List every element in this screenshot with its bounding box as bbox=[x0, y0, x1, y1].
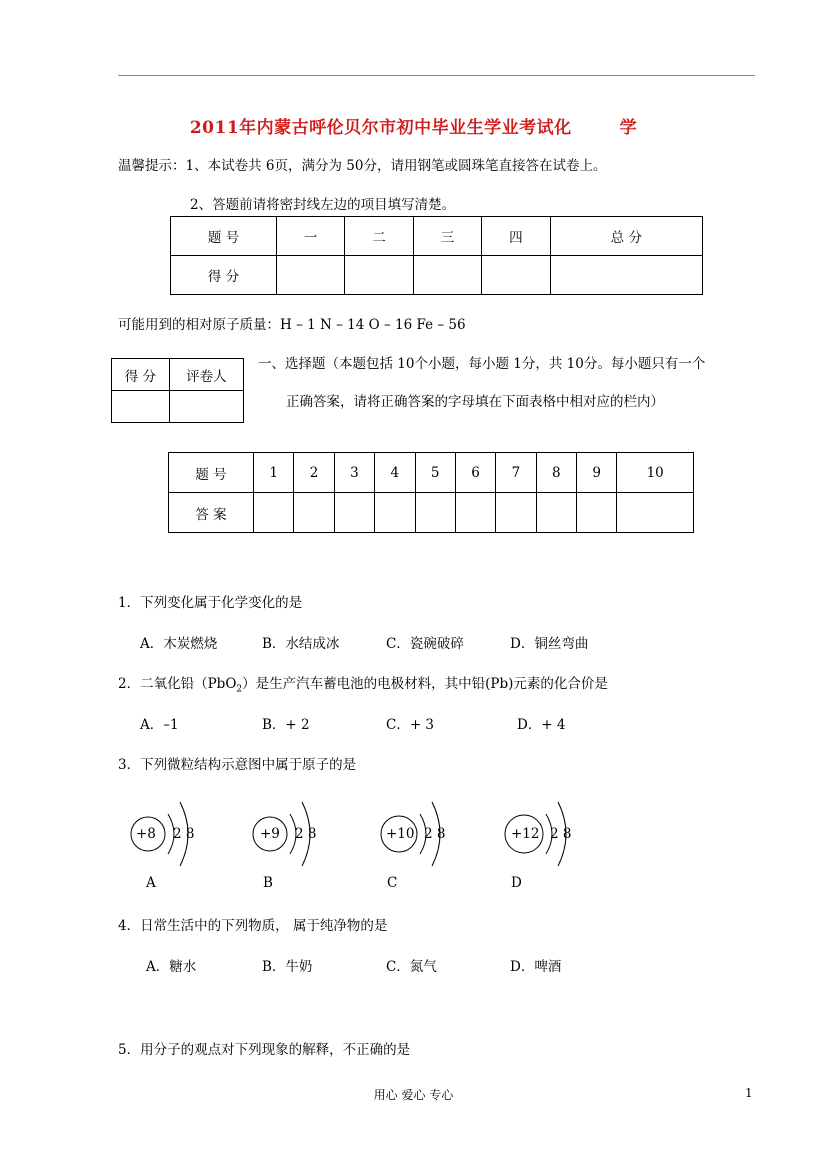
answer-number: 1 bbox=[254, 453, 294, 493]
atom-c-label[interactable]: C bbox=[387, 875, 398, 891]
atom-b-label[interactable]: B bbox=[263, 875, 273, 891]
section-1-instruction-line-2: 正确答案，请将正确答案的字母填在下面表格中相对应的栏内） bbox=[286, 394, 664, 410]
grader-name-cell[interactable] bbox=[169, 391, 243, 423]
page-footer: 用心 爱心 专心 bbox=[373, 1088, 454, 1102]
question-5: 5．用分子的观点对下列现象的解释，不正确的是 bbox=[118, 1042, 411, 1058]
answer-cell[interactable] bbox=[536, 493, 576, 533]
atom-b-nucleus: +9 bbox=[260, 826, 280, 842]
score-header-2: 二 bbox=[345, 217, 413, 256]
atom-b-electrons: 2 8 bbox=[295, 826, 317, 842]
answer-cell[interactable] bbox=[415, 493, 455, 533]
question-1: 1．下列变化属于化学变化的是 bbox=[118, 595, 303, 611]
answer-cell[interactable] bbox=[496, 493, 536, 533]
score-cell[interactable] bbox=[482, 256, 550, 295]
answer-cell[interactable] bbox=[334, 493, 374, 533]
grader-score-cell[interactable] bbox=[112, 391, 170, 423]
page-title bbox=[0, 113, 827, 138]
answer-cell[interactable] bbox=[294, 493, 334, 533]
page-number: 1 bbox=[745, 1086, 753, 1100]
q4-option-a[interactable]: A．糖水 bbox=[146, 959, 197, 975]
answer-number: 6 bbox=[455, 453, 495, 493]
grader-score-label: 得 分 bbox=[112, 359, 170, 391]
atom-a-nucleus: +8 bbox=[136, 826, 156, 842]
header-rule bbox=[118, 75, 755, 76]
score-table-score-row bbox=[171, 256, 703, 295]
score-label-question: 题 号 bbox=[171, 217, 277, 256]
grader-entry-row bbox=[112, 391, 244, 423]
q4-option-d[interactable]: D．啤酒 bbox=[510, 959, 562, 975]
score-table bbox=[170, 216, 703, 295]
question-4: 4．日常生活中的下列物质， 属于纯净物的是 bbox=[118, 918, 388, 934]
answer-label-answer: 答 案 bbox=[169, 493, 254, 533]
title-end: 学 bbox=[619, 118, 638, 138]
q1-option-b[interactable]: B．水结成冰 bbox=[262, 636, 340, 652]
answer-cell[interactable] bbox=[375, 493, 415, 533]
q2-option-a[interactable]: A．–1 bbox=[140, 717, 179, 733]
answer-number: 8 bbox=[536, 453, 576, 493]
answer-table-number-row bbox=[169, 453, 694, 493]
answer-number: 2 bbox=[294, 453, 334, 493]
answer-cell[interactable] bbox=[254, 493, 294, 533]
q2-text-end: ）是生产汽车蓄电池的电极材料，其中铅(Pb)元素的化合价是 bbox=[242, 676, 608, 692]
score-cell[interactable] bbox=[277, 256, 345, 295]
score-cell[interactable] bbox=[550, 256, 702, 295]
atom-d-label[interactable]: D bbox=[511, 875, 522, 891]
answer-number: 5 bbox=[415, 453, 455, 493]
score-header-1: 一 bbox=[277, 217, 345, 256]
q2-option-c[interactable]: C．+ 3 bbox=[386, 717, 435, 733]
answer-label-question: 题 号 bbox=[169, 453, 254, 493]
answer-cell[interactable] bbox=[617, 493, 694, 533]
grader-table bbox=[111, 358, 244, 423]
note-line-2: 2、答题前请将密封线左边的项目填写清楚。 bbox=[190, 197, 456, 213]
q1-option-d[interactable]: D．铜丝弯曲 bbox=[510, 636, 589, 652]
answer-number: 10 bbox=[617, 453, 694, 493]
score-label-score: 得 分 bbox=[171, 256, 277, 295]
score-table-header-row bbox=[171, 217, 703, 256]
answer-number: 9 bbox=[577, 453, 617, 493]
score-header-3: 三 bbox=[413, 217, 481, 256]
grader-header-row bbox=[112, 359, 244, 391]
atomic-mass-note: 可能用到的相对原子质量：H – 1 N – 14 O – 16 Fe – 56 bbox=[118, 317, 466, 333]
q2-option-b[interactable]: B．+ 2 bbox=[262, 717, 310, 733]
q4-option-c[interactable]: C．氮气 bbox=[386, 959, 437, 975]
atom-c-electrons: 2 8 bbox=[424, 826, 446, 842]
answer-cell[interactable] bbox=[577, 493, 617, 533]
atom-a-label[interactable]: A bbox=[146, 875, 156, 891]
q1-option-a[interactable]: A．木炭燃烧 bbox=[140, 636, 218, 652]
score-header-4: 四 bbox=[482, 217, 550, 256]
note-line-1: 温馨提示：1、本试卷共 6页，满分为 50分，请用钢笔或圆珠笔直接答在试卷上。 bbox=[118, 158, 607, 174]
atom-d-nucleus: +12 bbox=[511, 826, 540, 842]
answer-table-answer-row bbox=[169, 493, 694, 533]
atom-a-electrons: 2 8 bbox=[173, 826, 195, 842]
answer-table bbox=[168, 452, 694, 533]
atom-c-nucleus: +10 bbox=[386, 826, 415, 842]
answer-cell[interactable] bbox=[455, 493, 495, 533]
answer-number: 3 bbox=[334, 453, 374, 493]
section-1-instruction-line-1: 一、选择题（本题包括 10个小题，每小题 1分，共 10分。每小题只有一个 bbox=[258, 356, 706, 372]
q2-option-d[interactable]: D．+ 4 bbox=[517, 717, 566, 733]
question-2 bbox=[118, 672, 608, 695]
score-cell[interactable] bbox=[345, 256, 413, 295]
q1-option-c[interactable]: C．瓷碗破碎 bbox=[386, 636, 464, 652]
score-header-total: 总 分 bbox=[550, 217, 702, 256]
q4-option-b[interactable]: B．牛奶 bbox=[262, 959, 313, 975]
answer-number: 4 bbox=[375, 453, 415, 493]
q2-text-start: 2．二氧化铅（PbO bbox=[118, 676, 237, 692]
score-cell[interactable] bbox=[413, 256, 481, 295]
question-3: 3．下列微粒结构示意图中属于原子的是 bbox=[118, 757, 357, 773]
answer-number: 7 bbox=[496, 453, 536, 493]
atom-d-electrons: 2 8 bbox=[550, 826, 572, 842]
q2-subscript: 2 bbox=[236, 684, 243, 695]
title-main: 2011年内蒙古呼伦贝尔市初中毕业生学业考试化 bbox=[189, 118, 572, 138]
grader-name-label: 评卷人 bbox=[169, 359, 243, 391]
